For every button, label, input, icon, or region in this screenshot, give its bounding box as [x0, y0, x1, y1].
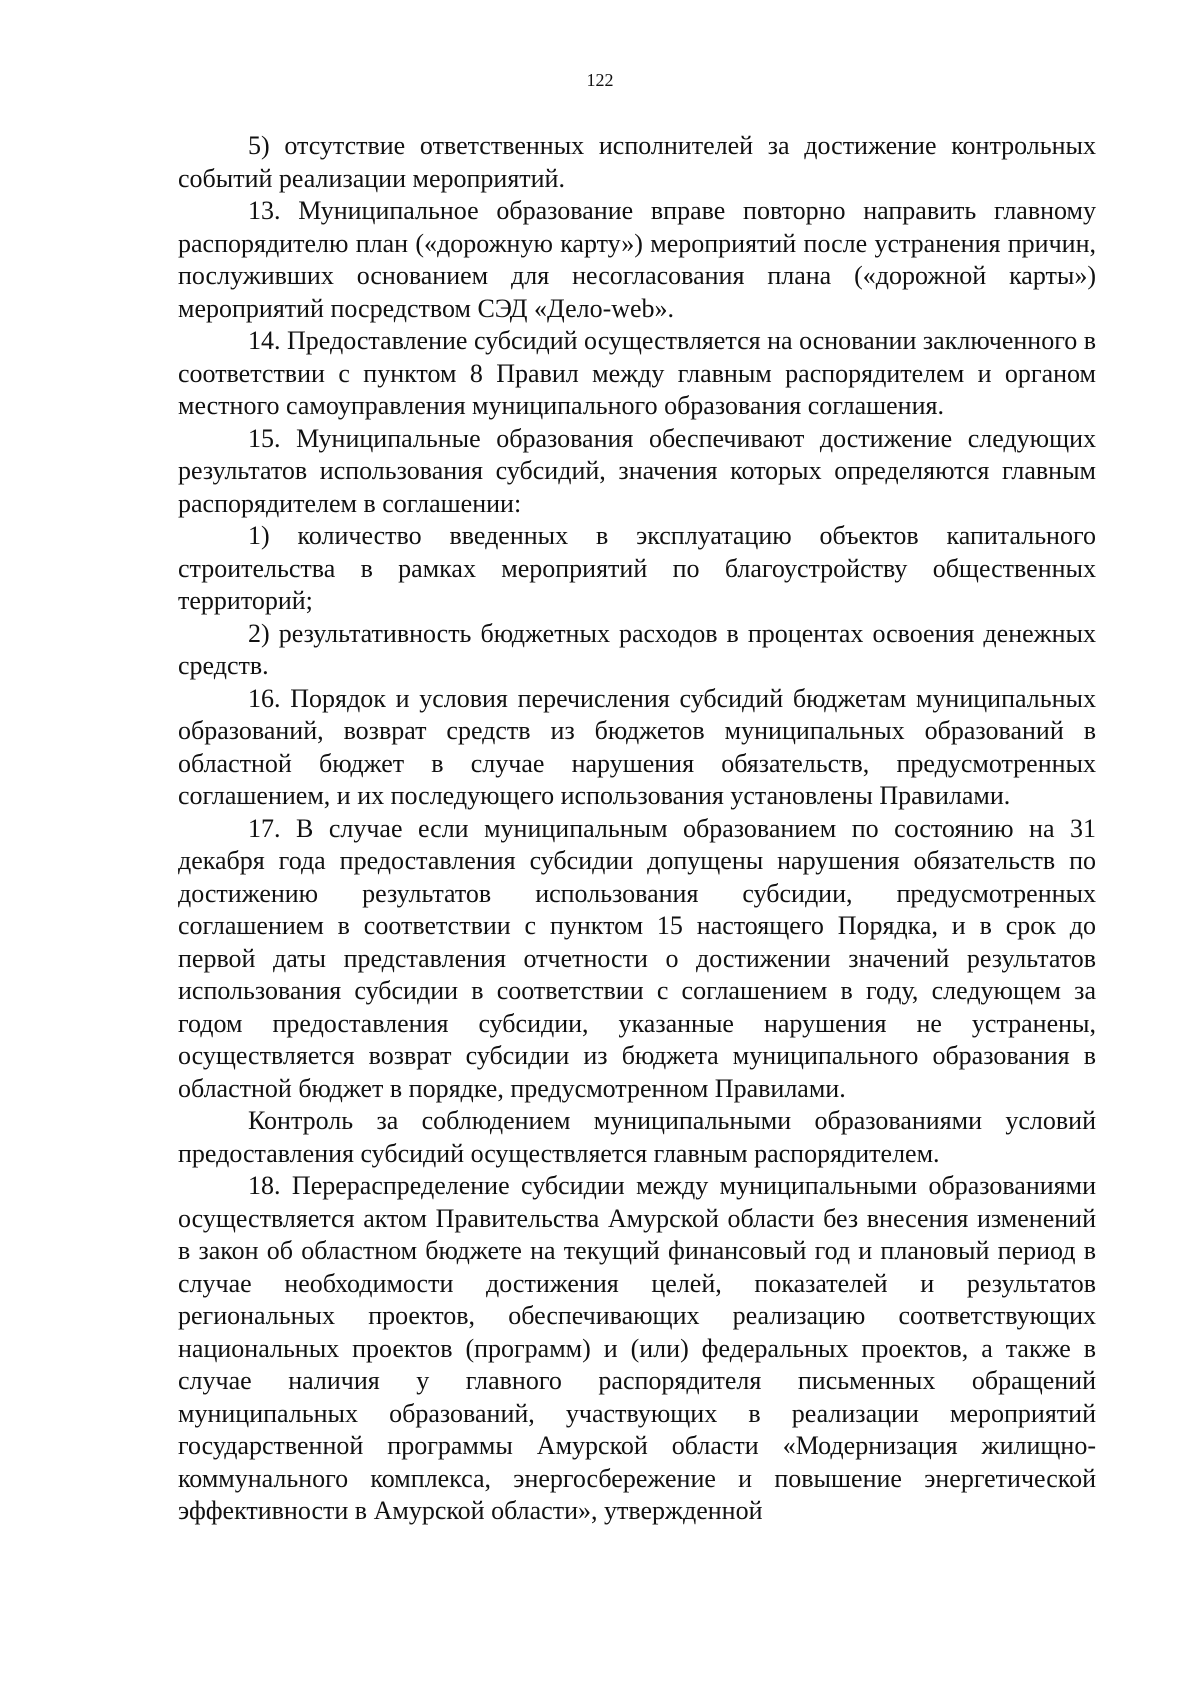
paragraph-13: 13. Муниципальное образование вправе повторно направить главному распорядителю план («дорожную карту») мероприятий после устранения причин, послуживших основанием для несогласования плана («дорожной карты») мероприятий посредством СЭД «Дело-web». [178, 196, 1096, 323]
paragraph-18: 18. Перераспределение субсидии между муниципальными образованиями осуществляется актом Правительства Амурской области без внесения изменений в закон об областном бюджете на текущий финансовый год и плановый период в случае необходимости достижения целей, показателей и результатов региональных проектов, обеспечивающих реализацию соответствующих национальных проектов (программ) и (или) федеральных проектов, а также в случае наличия у главного распорядителя письменных обращений муниципальных образований, участвующих в реализации мероприятий государственной программы Амурской области «Модернизация жилищно-коммунального комплекса, энергосбережение и повышение энергетической эффективности в Амурской области», утвержденной [178, 1171, 1096, 1525]
paragraph-17: 17. В случае если муниципальным образованием по состоянию на 31 декабря года предоставления субсидии допущены нарушения обязательств по достижению результатов использования субсидии, предусмотренных соглашением в соответствии с пунктом 15 настоящего Порядка, и в срок до первой даты представления отчетности о достижении значений результатов использования субсидии в соответствии с соглашением в году, следующем за годом предоставления субсидии, указанные нарушения не устранены, осуществляется возврат субсидии из бюджета муниципального образования в областной бюджет в порядке, предусмотренном Правилами. [178, 813, 1096, 1103]
paragraph-item-5: 5) отсутствие ответственных исполнителей за достижение контрольных событий реализации мероприятий. [178, 131, 1096, 193]
paragraph-15-item-1: 1) количество введенных в эксплуатацию объектов капитального строительства в рамках мероприятий по благоустройству общественных территорий; [178, 521, 1096, 615]
document-body [178, 130, 1096, 1528]
paragraph-15: 15. Муниципальные образования обеспечивают достижение следующих результатов использования субсидий, значения которых определяются главным распорядителем в соглашении: [178, 423, 1096, 518]
paragraph-16: 16. Порядок и условия перечисления субсидий бюджетам муниципальных образований, возврат средств из бюджетов муниципальных образований в областной бюджет в случае нарушения обязательств, предусмотренных соглашением, и их последующего использования установлены Правилами. [178, 683, 1096, 810]
paragraph-15-item-2: 2) результативность бюджетных расходов в процентах освоения денежных средств. [178, 618, 1096, 680]
page-number: 122 [586, 70, 614, 90]
paragraph-control: Контроль за соблюдением муниципальными образованиями условий предоставления субсидий осуществляется главным распорядителем. [178, 1106, 1096, 1168]
paragraph-14: 14. Предоставление субсидий осуществляется на основании заключенного в соответствии с пунктом 8 Правил между главным распорядителем и органом местного самоуправления муниципального образования соглашения. [178, 326, 1096, 420]
